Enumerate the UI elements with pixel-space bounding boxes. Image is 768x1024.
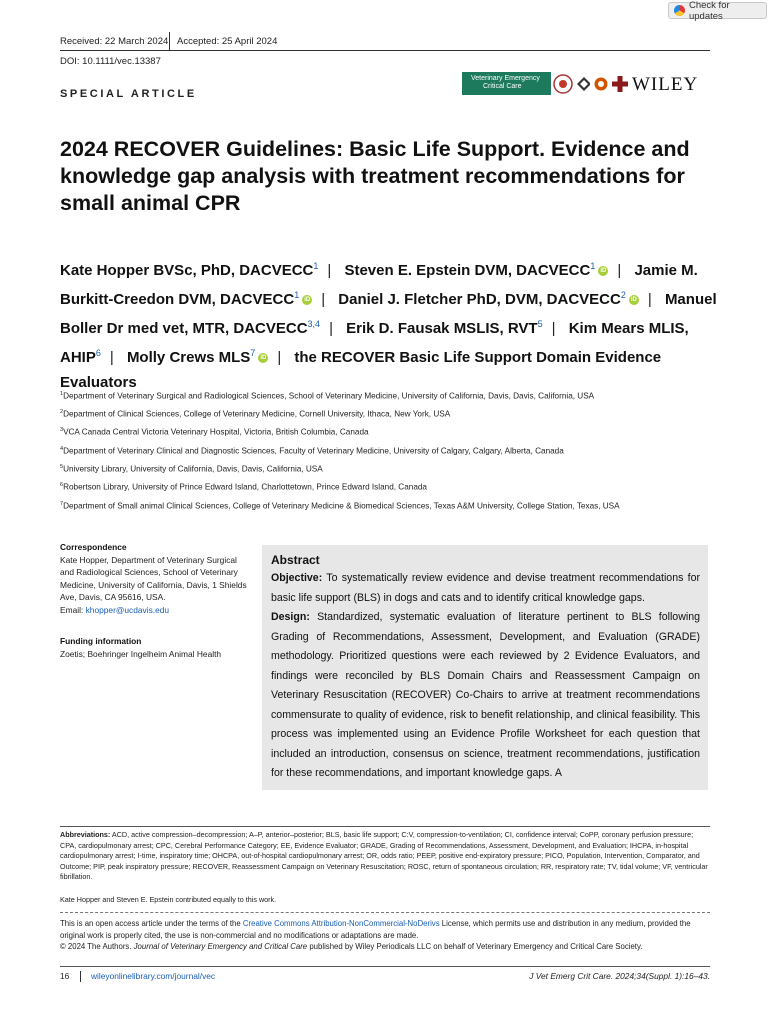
email-link[interactable]: khopper@ucdavis.edu [85,604,170,615]
affiliation: $^3$VCA Canada Central Victoria Veterinary Hospital, Victoria, British Columbia, Canada [60,427,369,437]
page-footer [60,971,710,982]
abstract-box [262,545,708,790]
funding-text: Zoetis; Boehringer Ingelheim Animal Health [60,648,222,659]
doi: DOI: 10.1111/vec.13387 [60,56,161,67]
license-link[interactable]: Creative Commons Attribution-NonCommercial-NoDerivs [242,919,440,928]
correspondence-heading: Correspondence [60,542,127,552]
author-group: the RECOVER Basic Life Support Domain Evidence Evaluators [60,349,662,391]
diamond-seal-icon [577,77,591,91]
affiliation: $^5$University Library, University of California, Davis, Davis, California, USA [60,464,323,474]
abstract-heading: Abstract [271,553,320,567]
section-label: SPECIAL ARTICLE [60,88,197,100]
funding-heading: Funding information [60,636,142,646]
abstract-objective: Objective: To systematically review evidence and devise treatment recommendations for basic life support (BLS) in dogs and cats and to identify critical knowledge gaps. [271,572,700,604]
check-for-updates-button[interactable] [668,0,767,22]
author: Manuel Boller Dr med vet, MTR, DACVECC$^{3,4}$ [60,291,717,337]
author: Erik D. Fausak MSLIS, RVT$^5$ [346,319,543,337]
society-seals [553,72,628,95]
author: Kim Mears MLIS, AHIP$^6$ [60,320,689,366]
abstract-design: Design: Standardized, systematic evaluation of literature pertinent to BLS following Grading of Recommendations, Assessment, Development, and Evaluation (GRADE) methodology. Prioritized questions were each reviewed by 2 Evidence Evaluators, and findings were reconciled by BLS Domain Chairs and Reassessment Campaign on Veterinary Resuscitation (RECOVER) Co-Chairs to arrive at treatment recommendations commensurate to quality of evidence, risk to benefit relationship, and clinical feasibility. This process was implemented using an Evidence Profile Worksheet for each question that included an introduction, consensus on science, treatment recommendations, justification for these recommendations, and important knowledge gaps. A [271,611,700,779]
journal-logo-line2: Critical Care [483,83,522,90]
page-number: 16 [60,971,70,981]
license-divider [60,912,710,913]
equal-contribution-note: Kate Hopper and Steven E. Epstein contributed equally to this work. [60,895,277,904]
author: Steven E. Epstein DVM, DACVECC$^1$iD [344,261,607,279]
received-date: Received: 22 March 2024 [60,36,169,47]
funding-block [60,635,250,660]
crossmark-icon [674,5,685,16]
journal-logo-line1: Veterinary Emergency [471,75,540,82]
header-rule [60,50,710,51]
cross-seal-icon [612,76,628,92]
journal-url-link[interactable]: wileyonlinelibrary.com/journal/vec [90,971,216,981]
author: Daniel J. Fletcher PhD, DVM, DACVECC$^2$iD [338,290,637,308]
footnote-rule [60,826,710,827]
abbreviations: Abbreviations: ACD, active compression–decompression; A–P, anterior–posterior; BLS, basic life support; C:V, compression-to-ventilation; CI, confidence interval; CoPP, coronary perfusion pressure; CPA, cardiopulmonary arrest; CPC, Cerebral Performance Category; EE, Evidence Evaluator; GRADE, Grading of Recommendations, Assessment, Development, and Evaluation; IHCPA, in-hospital cardiopulmonary arrest; I-time, inspiratory time; OHCPA, out-of-hospital cardiopulmonary arrest; OR, odds ratio; PEEP, positive end-expiratory pressure; PICO, Population, Intervention, Comparator, and Outcome; PIP, peak inspiratory pressure; RECOVER, Reassessment Campaign on Veterinary Resuscitation; ROSC, return of spontaneous circulation; RR, respiratory rate; TV, tidal volume; VF, ventricular fibrillation. [60,830,708,881]
orcid-icon[interactable]: iD [600,268,607,275]
correspondence-text: Kate Hopper, Department of Veterinary Surgical and Radiological Sciences, School of Veterinary Medicine, University of California, Davis, 1 Shields Ave, Davis, CA 95616, USA. [60,554,247,602]
round-seal-icon [594,77,608,91]
orcid-icon[interactable]: iD [260,355,267,362]
affiliation: $^4$Department of Veterinary Clinical and Diagnostic Sciences, Faculty of Veterinary Medicine, University of Calgary, Calgary, Alberta, Canada [60,446,564,456]
footer-divider [80,971,81,982]
accepted-date: Accepted: 25 April 2024 [177,36,278,47]
affiliation: $^7$Department of Small animal Clinical Sciences, College of Veterinary Medicine & Biomedical Sciences, Texas A&M University, College Station, Texas, USA [60,501,620,511]
citation: J Vet Emerg Crit Care. 2024;34(Suppl. 1):16–43. [529,971,710,981]
orcid-icon[interactable]: iD [304,297,311,304]
affiliation: $^2$Department of Clinical Sciences, College of Veterinary Medicine, Cornell University, Ithaca, New York, USA [60,409,451,419]
author: Kate Hopper BVSc, PhD, DACVECC$^1$ [60,261,319,279]
society-seal-icon [553,74,573,94]
license-text: This is an open access article under the terms of the Creative Commons Attribution-NonCommercial-NoDerivs License, which permits use and distribution in any medium, provided the original work is properly cited, the use is non-commercial and no modifications or adaptations are made. © 2024 The Authors. Journal of Veterinary Emergency and Critical Care published by Wiley Periodicals LLC on behalf of Veterinary Emergency and Critical Care Society. [60,919,691,951]
author-list: Kate Hopper BVSc, PhD, DACVECC$^1$ | Steven E. Epstein DVM, DACVECC$^1$iD | Jamie M. Burkitt-Creedon DVM, DACVECC$^1$iD | Daniel J. Fletcher PhD, DVM, DACVECC$^2$iD | Manuel Boller Dr med vet, MTR, DACVECC$^{3,4}$ | Erik D. Fausak MSLIS, RVT$^5$ | Kim Mears MLIS, AHIP$^6$ | Molly Crews MLS$^7$iD | the RECOVER Basic Life Support Domain Evidence Evaluators [60,261,717,391]
header-divider [169,32,170,50]
correspondence-block [60,541,250,616]
footer-rule [60,966,710,967]
check-for-updates-label: Check for updates [688,0,730,22]
publisher-logo: WILEY [632,74,699,95]
article-title: 2024 RECOVER Guidelines: Basic Life Support. Evidence and knowledge gap analysis with treatment recommendations for small animal CPR [60,137,690,215]
email-label: Email: [60,604,86,615]
affiliation: $^1$Department of Veterinary Surgical and Radiological Sciences, School of Veterinary Medicine, University of California, Davis, Davis, California, USA [60,391,595,401]
author: Jamie M. Burkitt-Creedon DVM, DACVECC$^1$iD [60,262,698,308]
orcid-icon[interactable]: iD [630,297,637,304]
journal-logo [462,72,551,95]
author: Molly Crews MLS$^7$iD [126,348,267,366]
affiliation: $^6$Robertson Library, University of Prince Edward Island, Charlottetown, Prince Edward Island, Canada [60,482,427,492]
